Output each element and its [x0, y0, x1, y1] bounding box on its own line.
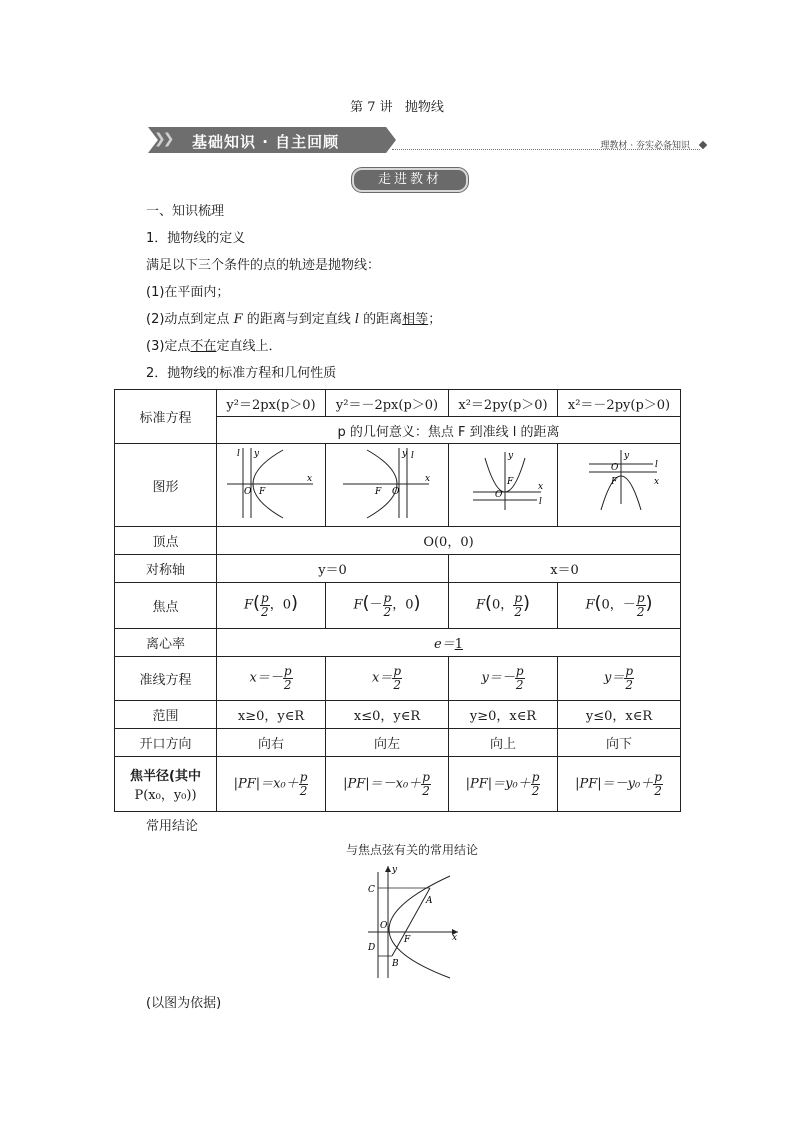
graph-label-x: x: [538, 482, 544, 492]
sub-heading-definition: 1．抛物线的定义: [146, 231, 246, 246]
graph-label-o: O: [611, 463, 619, 473]
axis-horizontal: y＝0: [217, 555, 449, 583]
graph-label-l: l: [411, 451, 414, 461]
eccentricity-value: e＝1: [217, 629, 681, 657]
keyword-equal: 相等: [402, 312, 429, 327]
figure-label-x: x: [452, 933, 458, 943]
focal-chord-figure: [364, 862, 464, 982]
equation-up: x²＝2py(p＞0): [449, 390, 558, 417]
figure-label-d: D: [368, 943, 376, 953]
graph-label-l: l: [655, 460, 658, 470]
graph-label-x: x: [654, 477, 660, 487]
directrix-right: x＝－ $\frac{p}{2}$: [217, 657, 326, 701]
keyword-not-on: 不在: [190, 339, 217, 354]
figure-label-b: B: [392, 959, 399, 969]
range-up: y≥0，x∈R: [449, 701, 558, 729]
equation-right: y²＝2px(p＞0): [217, 390, 326, 417]
figure-label-f: F: [404, 935, 411, 945]
graph-left-svg: [337, 444, 437, 522]
graph-right-svg: [221, 444, 321, 522]
focus-up: F(0， $\frac{p}{2}$ ): [449, 583, 558, 629]
focus-left: F(－ $\frac{p}{2}$ ，0): [326, 583, 449, 629]
graph-down: [558, 444, 681, 527]
common-conclusions-label: 常用结论: [146, 819, 199, 834]
graph-label-y: y: [624, 451, 630, 461]
graph-down-svg: [569, 444, 669, 522]
graph-up-svg: [453, 444, 553, 522]
row-label-focal-radius: 焦半径(其中 P(x₀，y₀)): [115, 757, 217, 812]
row-label-range: 范围: [115, 701, 217, 729]
graph-left: [326, 444, 449, 527]
row-label-vertex: 顶点: [115, 527, 217, 555]
row-label-eccentricity: 离心率: [115, 629, 217, 657]
figure-label-a: A: [426, 896, 433, 906]
row-label-axis: 对称轴: [115, 555, 217, 583]
banner-title: 基础知识 · 自主回顾: [192, 133, 340, 151]
graph-label-x: x: [307, 474, 313, 484]
graph-label-f: F: [611, 477, 618, 487]
radius-right: |PF|＝x₀＋ $\frac{p}{2}$: [217, 757, 326, 812]
graph-label-x: x: [425, 474, 431, 484]
directrix-down: y＝ $\frac{p}{2}$: [558, 657, 681, 701]
graph-label-y: y: [402, 449, 408, 459]
opening-down: 向下: [558, 729, 681, 757]
heading-knowledge: 一、知识梳理: [146, 204, 225, 219]
graph-up: [449, 444, 558, 527]
sub-heading-properties: 2．抛物线的标准方程和几何性质: [146, 366, 337, 381]
range-down: y≤0，x∈R: [558, 701, 681, 729]
radius-left: |PF|＝－x₀＋ $\frac{p}{2}$: [326, 757, 449, 812]
figure-note: (以图为依据): [146, 996, 222, 1011]
p-meaning: p 的几何意义：焦点 F 到准线 l 的距离: [217, 417, 681, 444]
figure-label-c: C: [368, 885, 375, 895]
row-label-equation: 标准方程: [115, 390, 217, 444]
banner-subtitle: 理教材 · 夯实必备知识: [600, 141, 690, 151]
condition-1: (1)在平面内；: [146, 285, 230, 300]
condition-2: (2)动点到定点 F 的距离与到定直线 l 的距离相等；: [146, 312, 442, 327]
graph-label-y: y: [508, 451, 514, 461]
lecture-topic: 抛物线: [404, 100, 444, 115]
section-banner: [148, 127, 708, 155]
axis-vertical: x＝0: [449, 555, 681, 583]
opening-left: 向左: [326, 729, 449, 757]
range-right: x≥0，y∈R: [217, 701, 326, 729]
graph-label-l: l: [539, 497, 542, 507]
directrix-left: x＝ $\frac{p}{2}$: [326, 657, 449, 701]
lecture-number: 第 7 讲: [350, 100, 393, 115]
equation-down: x²＝－2py(p＞0): [558, 390, 681, 417]
directrix-up: y＝－ $\frac{p}{2}$: [449, 657, 558, 701]
diamond-icon: [699, 141, 707, 149]
graph-label-o: O: [244, 487, 252, 497]
vertex-value: O(0，0): [217, 527, 681, 555]
graph-label-o: O: [495, 490, 503, 500]
row-label-directrix: 准线方程: [115, 657, 217, 701]
condition-3: (3)定点不在定直线上．: [146, 339, 282, 354]
radius-up: |PF|＝y₀＋ $\frac{p}{2}$: [449, 757, 558, 812]
row-label-graph: 图形: [115, 444, 217, 527]
graph-label-f: F: [375, 487, 382, 497]
row-label-focus: 焦点: [115, 583, 217, 629]
properties-table: [114, 389, 681, 812]
definition-intro: 满足以下三个条件的点的轨迹是抛物线：: [146, 258, 381, 273]
opening-up: 向上: [449, 729, 558, 757]
graph-label-f: F: [507, 477, 514, 487]
figure-label-o: O: [380, 921, 388, 931]
opening-right: 向右: [217, 729, 326, 757]
row-label-opening: 开口方向: [115, 729, 217, 757]
focus-down: F(0，－ $\frac{p}{2}$ ): [558, 583, 681, 629]
page-title: [0, 96, 794, 115]
figure-caption: 与焦点弦有关的常用结论: [345, 843, 478, 857]
focus-right: F( $\frac{p}{2}$ ，0): [217, 583, 326, 629]
graph-right: [217, 444, 326, 527]
chevron-right-icon: ❯❯: [154, 131, 172, 147]
equation-left: y²＝－2px(p＞0): [326, 390, 449, 417]
section-pill: 走进教材: [352, 168, 468, 192]
graph-label-y: y: [254, 449, 260, 459]
figure-label-y: y: [392, 865, 398, 875]
graph-label-o: O: [392, 487, 400, 497]
range-left: x≤0，y∈R: [326, 701, 449, 729]
graph-label-f: F: [259, 487, 266, 497]
graph-label-l: l: [237, 449, 240, 459]
radius-down: |PF|＝－y₀＋ $\frac{p}{2}$: [558, 757, 681, 812]
